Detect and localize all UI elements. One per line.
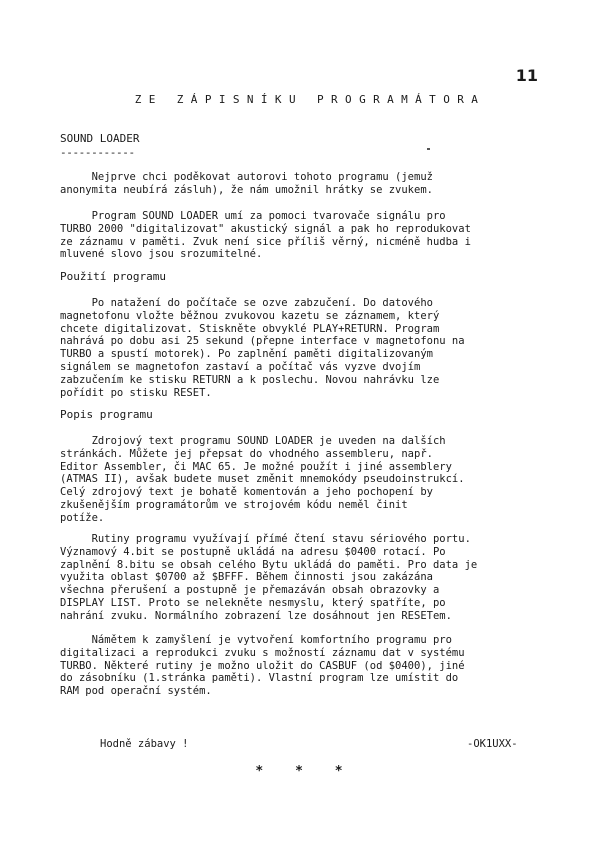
scan-speck [427, 148, 430, 150]
intro-paragraph-1: Nejprve chci poděkovat autorovi tohoto programu (jemuž anonymita neubírá zásluh), že nám umožnil hrátky se zvukem. [60, 171, 433, 196]
description-paragraph-3: Námětem k zamyšlení je vytvoření komfortního programu pro digitalizaci a reprodukci zvuku s možností záznamu dat v systému TURBO. Některé rutiny je možno uložit do CASBUF (od $0400), jiné do zásobníku (1.stránka paměti). Vlastní program lze umístit do RAM pod operační systém. [60, 634, 465, 698]
intro-paragraph-2: Program SOUND LOADER umí za pomoci tvarovače signálu pro TURBO 2000 "digitalizovat" akustický signál a pak ho reprodukovat ze záznamu v paměti. Zvuk není sice příliš věrný, nicméně hudba i mluvené slovo jsou srozumitelné. [60, 210, 471, 261]
closing-text: Hodně zábavy ! [100, 738, 189, 750]
description-paragraph-1: Zdrojový text programu SOUND LOADER je uveden na dalších stránkách. Můžete jej přepsat do vhodného assembleru, např. Editor Assembler, či MAC 65. Je možné použít i jiné assemblery (ATMAS II), avšak budete muset změnit mnemokódy pseudoinstrukcí. Celý zdrojový text je bohatě komentován a jeho pochopení by zkušenějším programátorům ve strojovém kódu neměl činit potíže. [60, 435, 465, 524]
usage-paragraph: Po natažení do počítače se ozve zabzučení. Do datového magnetofonu vložte běžnou zvukovou kazetu se záznamem, který chcete digitalizovat. Stiskněte obvyklé PLAY+RETURN. Program nahrává po dobu asi 25 sekund (přepne interface v magnetofonu na TURBO a spustí motorek). Po zaplnění paměti digitalizovaným signálem se magnetofon zastaví a počítač vás vyzve dvojím zabzučením ke stisku RETURN a k poslechu. Novou nahrávku lze pořídit po stisku RESET. [60, 297, 465, 399]
article-title: SOUND LOADER [60, 132, 140, 145]
description-paragraph-2: Rutiny programu využívají přímé čtení stavu sériového portu. Významový 4.bit se postupně ukládá na adresu $0400 rotací. Po zaplnění 8.bitu se obsah celého Bytu ukládá do paměti. Pro data je využita oblast $0700 až $BFFF. Během činnosti jsou zakázána všechna přerušení a postupně je přemazáván obsah obrazovky a DISPLAY LIST. Proto se nelekněte nesmyslu, který spatříte, po nahrání zvuku. Normálního zobrazení lze dosáhnout jen RESETem. [60, 533, 478, 622]
description-heading: Popis programu [60, 408, 153, 421]
author-signature: -OK1UXX- [467, 738, 518, 750]
title-underline: ------------ [60, 146, 135, 159]
page-number: 11 [515, 66, 538, 85]
end-stars: * * * [255, 764, 355, 779]
usage-heading: Použití programu [60, 270, 166, 283]
header-title: ZE ZÁPISNÍKU PROGRAMÁTORA [134, 93, 486, 106]
